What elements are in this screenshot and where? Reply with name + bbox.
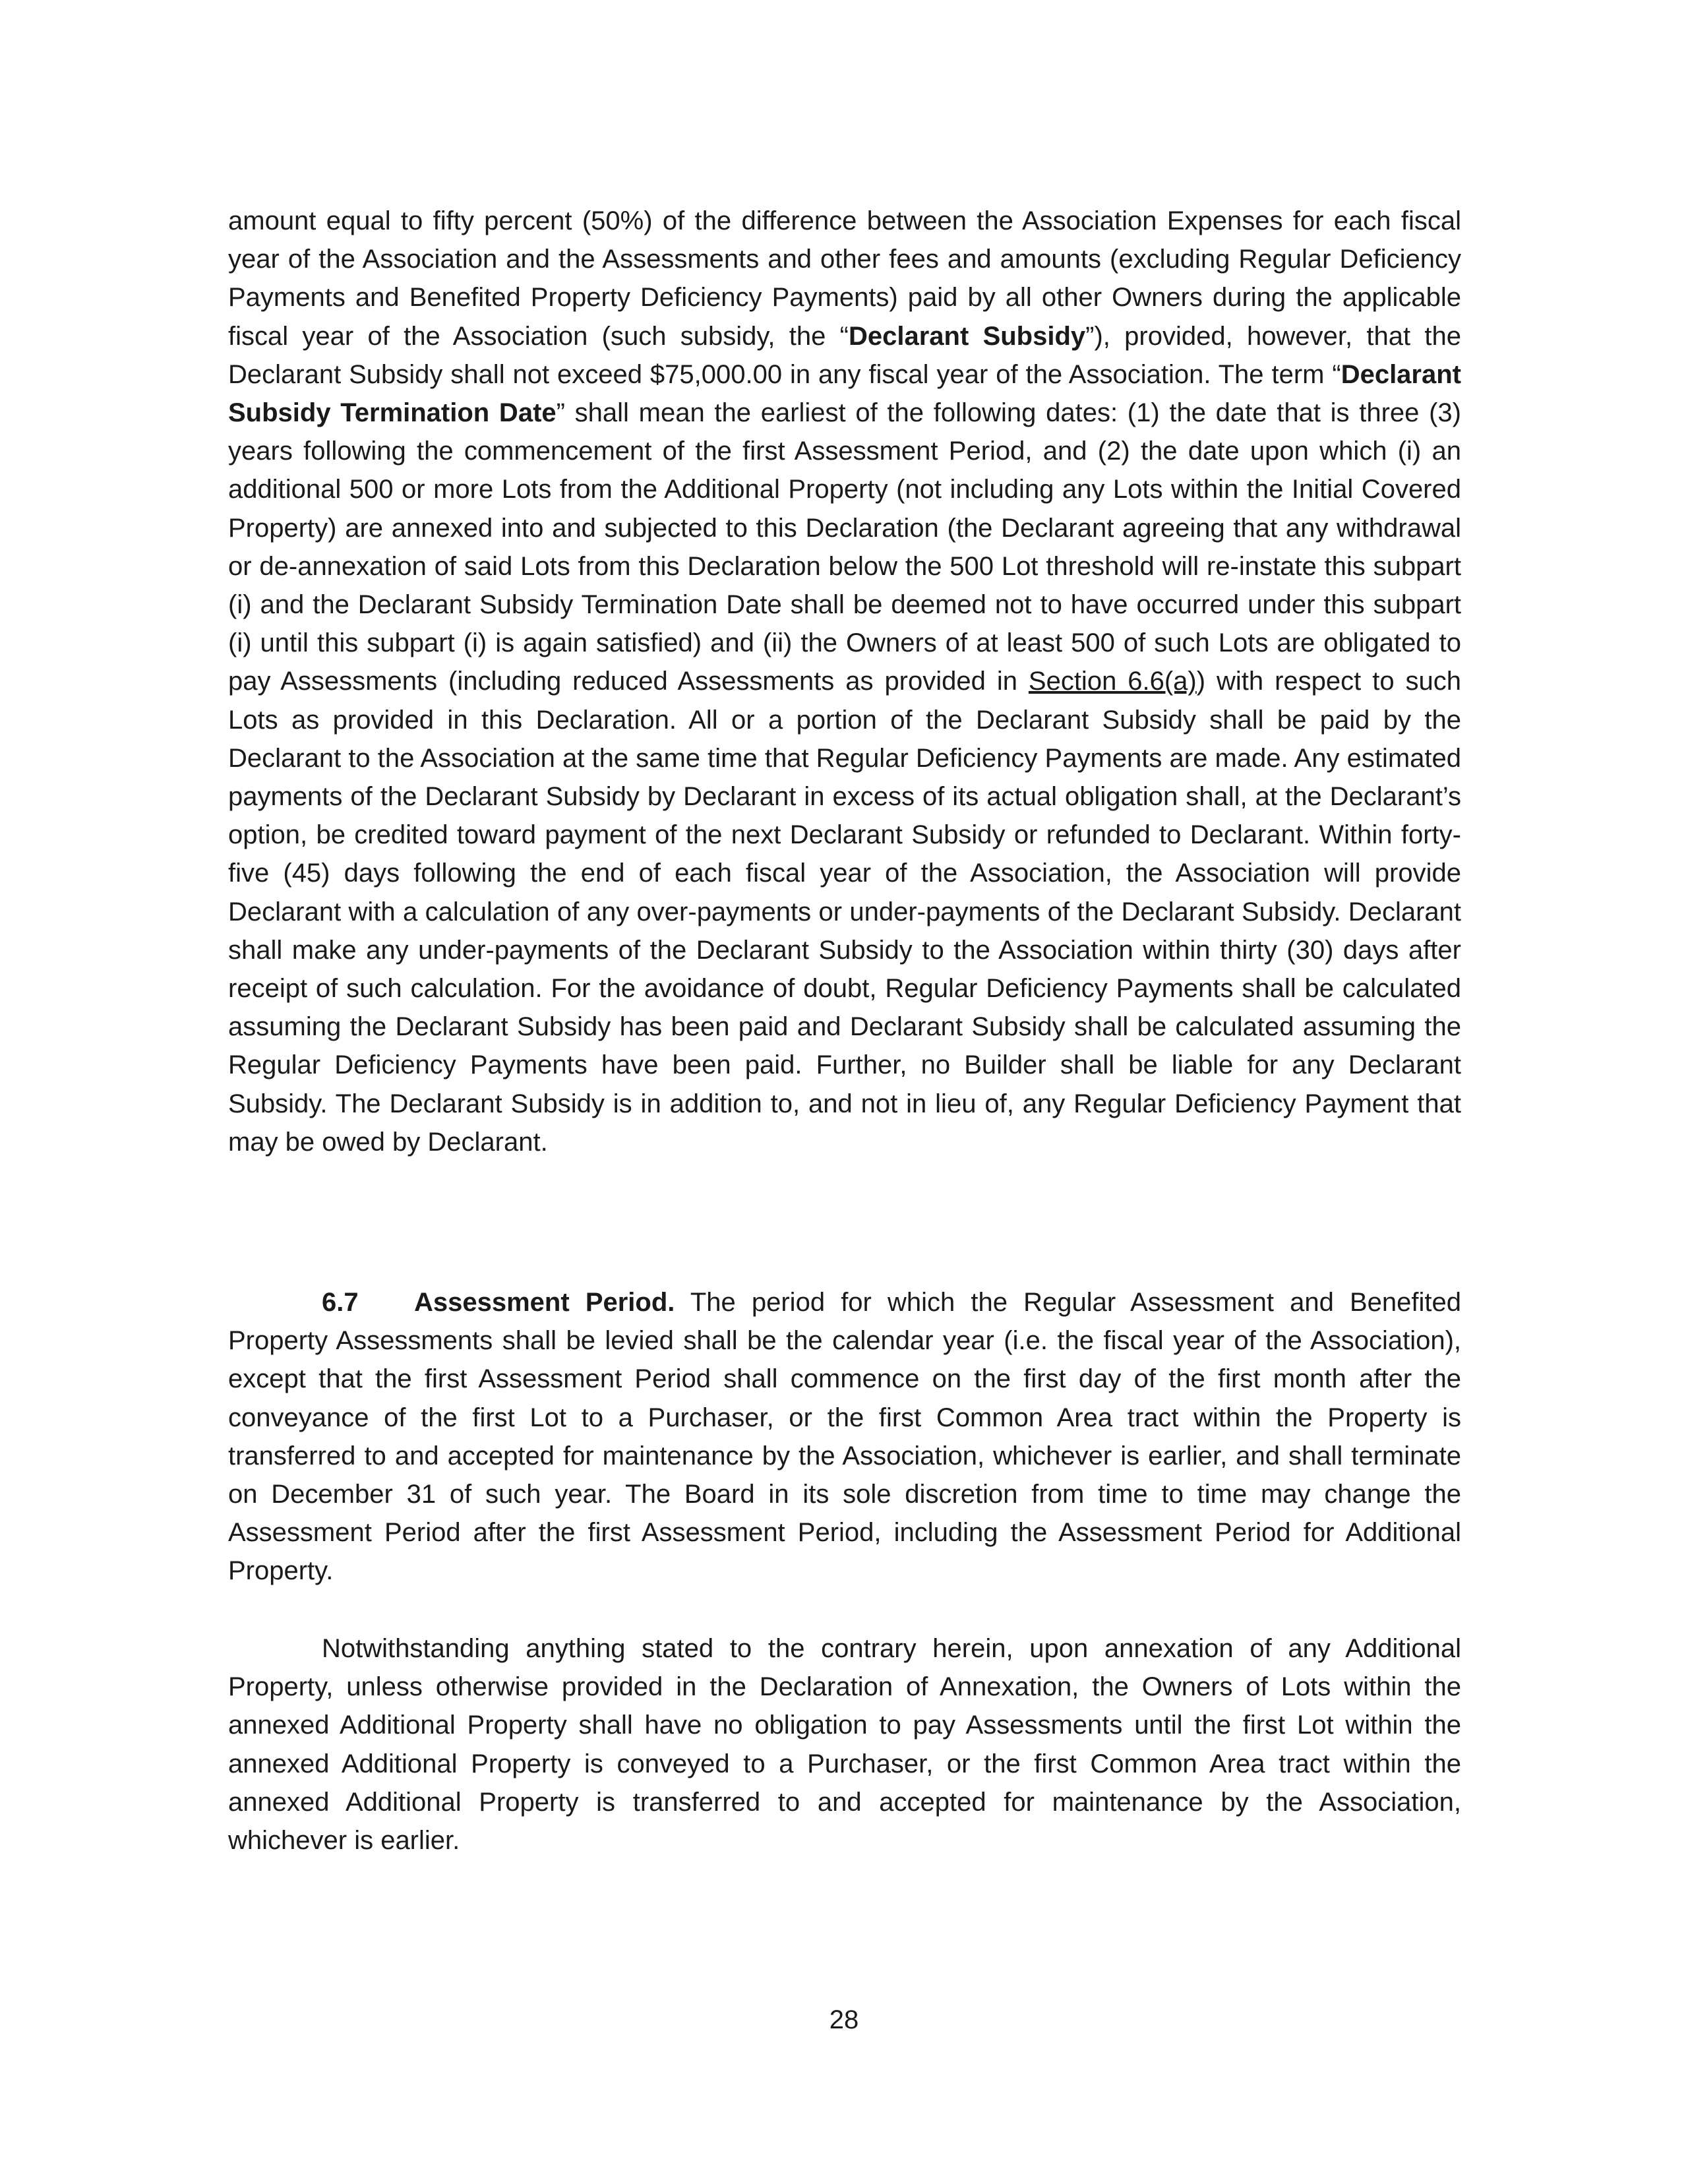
paragraph-text: amount equal to fifty percent (50%) of the difference between the Association Expenses for each fiscal year of the Association and the Assessments and other fees and amounts (excluding Regular Deficiency Payments and Benefited Property Deficiency Payments) paid by all other Owners during the applicable fiscal year of the Association (such subsidy, the “: [228, 206, 1461, 351]
paragraph-annexation: [228, 1629, 1461, 1860]
section-heading: Assessment Period.: [414, 1288, 675, 1317]
section-6-7-assessment-period: [228, 1283, 1461, 1591]
paragraph-text: ) with respect to such Lots as provided in this Declaration. All or a portion of the Declarant Subsidy shall be paid by the Declarant to the Association at the same time that Regular Deficiency Payments are made. Any estimated payments of the Declarant Subsidy by Declarant in excess of its actual obligation shall, at the Declarant’s option, be credited toward payment of the next Declarant Subsidy or refunded to Declarant. Within forty-five (45) days following the end of each fiscal year of the Association, the Association will provide Declarant with a calculation of any over-payments or under-payments of the Declarant Subsidy. Declarant shall make any under-payments of the Declarant Subsidy to the Association within thirty (30) days after receipt of such calculation. For the avoidance of doubt, Regular Deficiency Payments shall be calculated assuming the Declarant Subsidy has been paid and Declarant Subsidy shall be calculated assuming the Regular Deficiency Payments have been paid. Further, no Builder shall be liable for any Declarant Subsidy. The Declarant Subsidy is in addition to, and not in lieu of, any Regular Deficiency Payment that may be owed by Declarant.: [228, 667, 1461, 1157]
section-number: 6.7: [322, 1288, 359, 1317]
page-number: 28: [829, 2005, 859, 2034]
paragraph-declarant-subsidy: [228, 202, 1461, 1161]
paragraph-text: ” shall mean the earliest of the following dates: (1) the date that is three (3) years following the commencement of the first Assessment Period, and (2) the date upon which (i) an additional 500 or more Lots from the Additional Property (not including any Lots within the Initial Covered Property) are annexed into and subjected to this Declaration (the Declarant agreeing that any withdrawal or de-annexation of said Lots from this Declaration below the 500 Lot threshold will re-instate this subpart (i) and the Declarant Subsidy Termination Date shall be deemed not to have occurred under this subpart (i) until this subpart (i) is again satisfied) and (ii) the Owners of at least 500 of such Lots are obligated to pay Assessments (including reduced Assessments as provided in: [228, 398, 1461, 696]
section-reference-link: Section 6.6(a): [1028, 667, 1197, 696]
defined-term-termination-date: Declarant Subsidy Termination Date: [228, 359, 1461, 428]
paragraph-text: Notwithstanding anything stated to the contrary herein, upon annexation of any Additional Property, unless otherwise provided in the Declaration of Annexation, the Owners of Lots within the annexed Additional Property shall have no obligation to pay Assessments until the first Lot within the annexed Additional Property is conveyed to a Purchaser, or the first Common Area tract within the annexed Additional Property is transferred to and accepted for maintenance by the Association, whichever is earlier.: [228, 1634, 1461, 1856]
paragraph-text: ”), provided, however, that the Declarant Subsidy shall not exceed $75,000.00 in any fiscal year of the Association. The term “: [228, 321, 1461, 389]
section-body: The period for which the Regular Assessment and Benefited Property Assessments shall be levied shall be the calendar year (i.e. the fiscal year of the Association), except that the first Assessment Period shall commence on the first day of the first month after the conveyance of the first Lot to a Purchaser, or the first Common Area tract within the Property is transferred to and accepted for maintenance by the Association, whichever is earlier, and shall terminate on December 31 of such year. The Board in its sole discretion from time to time may change the Assessment Period after the first Assessment Period, including the Assessment Period for Additional Property.: [228, 1288, 1461, 1586]
defined-term-declarant-subsidy: Declarant Subsidy: [848, 321, 1086, 351]
